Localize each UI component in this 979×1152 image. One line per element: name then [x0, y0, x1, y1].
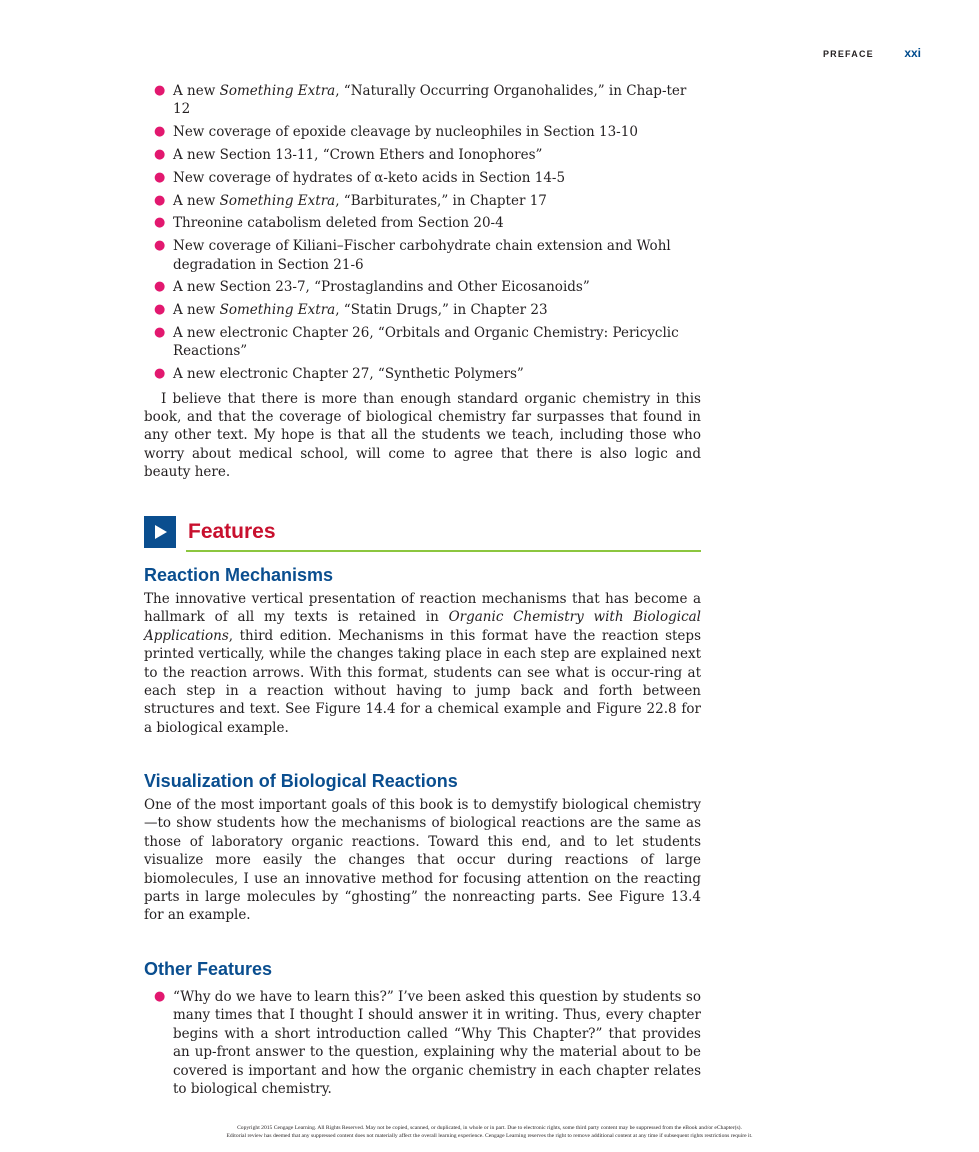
- bullet-icon: ●: [154, 238, 166, 254]
- bullet-icon: ●: [154, 989, 166, 1004]
- list-item: ● New coverage of epoxide cleavage by nucleophiles in Section 13-10: [154, 124, 638, 141]
- footer-line-1: Copyright 2015 Cengage Learning. All Rights Reserved. May not be copied, scanned, or duplicated, in whole or in part. Due to electronic rights, some third party content may be suppressed from the eBook and/or eChapter(s).: [237, 1125, 742, 1131]
- bullet-icon: ●: [154, 302, 166, 318]
- other-features-item-text: “Why do we have to learn this?” I’ve been asked this question by students so many times that I thought I should answer it in writing. Thus, every chapter begins with a short introduction called “Why This Chapter?” that provides an up-front answer to the question, explaining why the material about to be covered is important and how the organic chemistry in each chapter relates to biological chemistry.: [173, 989, 701, 1098]
- bullet-icon: ●: [154, 279, 166, 295]
- bullet-icon: ●: [154, 366, 166, 382]
- features-title: Features: [188, 520, 276, 543]
- footer-line-2: Editorial review has deemed that any suppressed content does not materially affect the overall learning experience. Cengage Learning reserves the right to remove additional content at any time if subsequent rights restrictions require it.: [226, 1133, 753, 1139]
- play-arrow-icon: [144, 516, 176, 548]
- list-item: [144, 988, 701, 1098]
- page-number: xxi: [904, 46, 921, 60]
- bullet-icon: ●: [154, 169, 166, 185]
- running-head-label: PREFACE: [822, 49, 874, 59]
- reaction-mechanisms-body: The innovative vertical presentation of reaction mechanisms that has become a hallmark of all my texts is retained in Organic Chemistry with Biological Applications, third edition. Mechanisms in this format have the reaction steps printed vertically, while the changes taking place in each step are explained next to the reaction arrows. With this format, students can see what is occur-ring at each step in a reaction without having to jump back and forth between structures and text. See Figure 14.4 for a chemical example and Figure 22.8 for a biological example.: [144, 591, 701, 736]
- list-item: ● Threonine catabolism deleted from Section 20-4: [154, 215, 504, 232]
- running-head: [823, 44, 921, 62]
- list-item: ● A new Something Extra, “Statin Drugs,” in Chapter 23: [154, 302, 548, 319]
- copyright-footer: [0, 1124, 979, 1140]
- bullet-icon: ●: [154, 324, 166, 340]
- reaction-mechanisms-section: [144, 564, 701, 737]
- list-item: ● New coverage of Kiliani–Fischer carbohydrate chain extension and Wohl degradation in Section 21-6: [154, 238, 671, 273]
- other-features-section: [144, 958, 701, 1103]
- features-rule: [186, 550, 701, 552]
- list-item: ● A new electronic Chapter 27, “Synthetic Polymers”: [154, 366, 524, 383]
- intro-paragraph: I believe that there is more than enough standard organic chemistry in this book, and that the coverage of biological chemistry far surpasses that found in any other text. My hope is that all the students we teach, including those who worry about medical school, will come to agree that there is also logic and beauty here.: [144, 390, 701, 481]
- bullet-icon: ●: [154, 147, 166, 162]
- visualization-section: [144, 770, 701, 925]
- list-item: ● A new Section 23-7, “Prostaglandins and Other Eicosanoids”: [154, 279, 590, 296]
- bullet-icon: ●: [154, 124, 166, 140]
- visualization-body: One of the most important goals of this book is to demystify biological chemistry—to show students how the mechanisms of biological reactions are the same as those of laboratory organic reactions. Toward this end, and to let students visualize more easily the changes that occur during reactions of large biomolecules, I use an innovative method for focusing attention on the reacting parts in large molecules by “ghosting” the nonreacting parts. See Figure 13.4 for an example.: [144, 797, 701, 924]
- list-item: ● New coverage of hydrates of α-keto acids in Section 14-5: [154, 169, 566, 186]
- top-bullet-list-section: [144, 82, 701, 482]
- list-item: ● A new Something Extra, “Naturally Occurring Organohalides,” in Chap-ter 12: [154, 83, 687, 118]
- bullet-icon: ●: [154, 192, 166, 208]
- new-coverage-list: [144, 82, 701, 384]
- other-features-heading: Other Features: [144, 959, 273, 979]
- bullet-icon: ●: [154, 83, 166, 98]
- list-item: ● A new electronic Chapter 26, “Orbitals and Organic Chemistry: Pericyclic Reactions”: [154, 324, 679, 360]
- reaction-mechanisms-heading: Reaction Mechanisms: [144, 565, 334, 585]
- visualization-heading: Visualization of Biological Reactions: [144, 771, 458, 791]
- other-features-list: [144, 988, 701, 1098]
- bullet-icon: ●: [154, 215, 166, 231]
- list-item: ● A new Section 13-11, “Crown Ethers and Ionophores”: [154, 147, 543, 163]
- list-item: ● A new Something Extra, “Barbiturates,” in Chapter 17: [154, 192, 547, 209]
- features-heading: [144, 516, 701, 552]
